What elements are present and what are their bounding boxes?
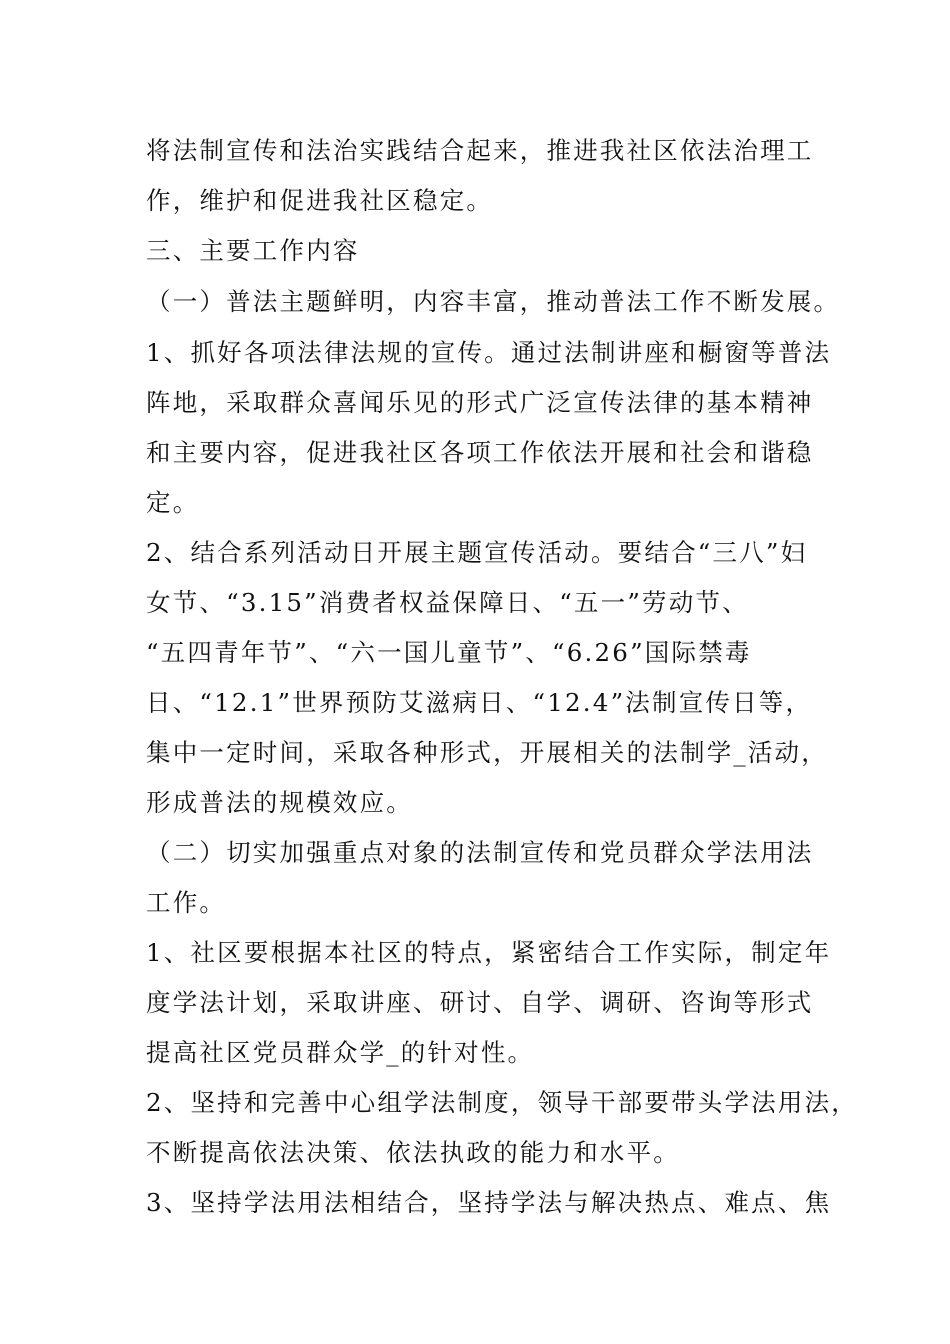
text-line: 作，维护和促进我社区稳定。 [146, 186, 494, 215]
text-line: 将法制宣传和法治实践结合起来，推进我社区依法治理工 [146, 136, 814, 165]
text-line: 提高社区党员群众学_的针对性。 [146, 1038, 535, 1067]
subsection-heading: （一）普法主题鲜明，内容丰富，推动普法工作不断发展。 [146, 287, 841, 316]
text-line: 度学法计划，采取讲座、研讨、自学、调研、咨询等形式 [146, 988, 814, 1017]
text-line: 不断提高依法决策、依法执政的能力和水平。 [146, 1138, 680, 1167]
text-line: 和主要内容，促进我社区各项工作依法开展和社会和谐稳 [146, 438, 814, 467]
text-line: 工作。 [146, 888, 227, 917]
text-line: 女节、“3.15”消费者权益保障日、“五一”劳动节、 [146, 588, 749, 617]
text-line: 阵地，采取群众喜闻乐见的形式广泛宣传法律的基本精神 [146, 388, 814, 417]
subsection-heading: （二）切实加强重点对象的法制宣传和党员群众学法用法 [146, 838, 814, 867]
text-line: 形成普法的规模效应。 [146, 788, 413, 817]
text-line: 1、社区要根据本社区的特点，紧密结合工作实际，制定年 [146, 938, 832, 967]
text-line: 2、坚持和完善中心组学法制度，领导干部要带头学法用法， [146, 1088, 858, 1117]
text-line: 集中一定时间，采取各种形式，开展相关的法制学_活动， [146, 738, 828, 767]
text-line: 1、抓好各项法律法规的宣传。通过法制讲座和橱窗等普法 [146, 338, 832, 367]
text-line: 日、“12.1”世界预防艾滋病日、“12.4”法制宣传日等， [146, 688, 813, 717]
text-line: “五四青年节”、“六一国儿童节”、“6.26”国际禁毒 [146, 638, 752, 667]
text-line: 2、结合系列活动日开展主题宣传活动。要结合“三八”妇 [146, 538, 808, 567]
text-line: 定。 [146, 488, 200, 517]
section-heading: 三、主要工作内容 [146, 236, 360, 265]
text-line: 3、坚持学法用法相结合，坚持学法与解决热点、难点、焦 [146, 1188, 832, 1217]
